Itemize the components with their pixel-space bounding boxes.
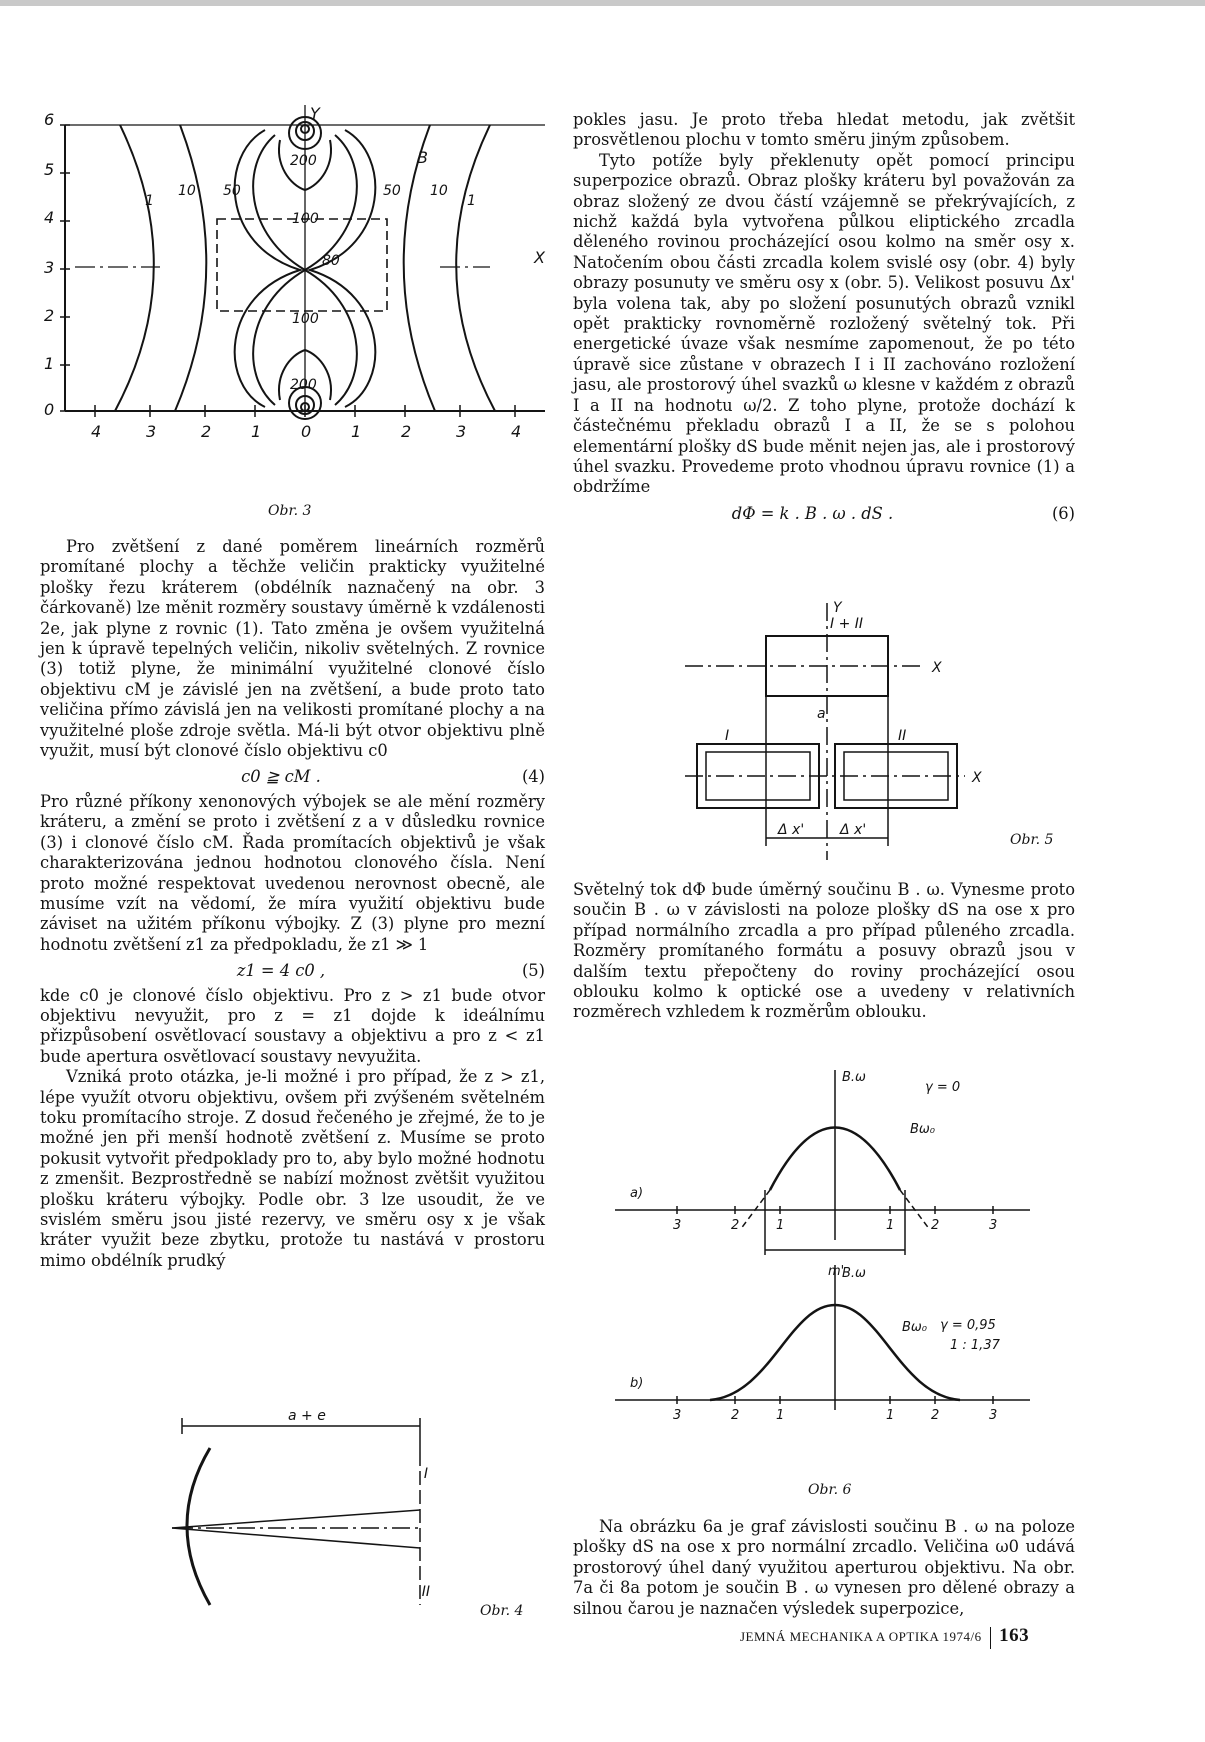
fig3-y-axis-label: Y: [310, 104, 320, 123]
fig3-y-tick-5: 5: [44, 160, 55, 179]
equation-6-expression: dΦ = k . B . ω . dS .: [731, 503, 894, 523]
equation-5-expression: z1 = 4 c0 ,: [236, 961, 326, 981]
fig3-label-100-top: 100: [292, 211, 319, 227]
fig6a-x-tick: 2: [731, 1218, 740, 1233]
fig4-ray-bottom: [172, 1528, 420, 1548]
fig3-x-tick: 0: [301, 422, 312, 441]
left-column: [40, 537, 545, 1271]
fig6b-x-tick: 3: [989, 1408, 998, 1423]
figure-4: [170, 1400, 430, 1620]
fig3-label-200-top: 200: [290, 153, 317, 169]
fig6b-tag: b): [630, 1376, 644, 1391]
fig3-y-tick-3: 3: [44, 258, 55, 277]
fig3-x-axis-label: X: [534, 248, 545, 267]
equation-6: [573, 504, 1075, 524]
fig4-label-II: II: [421, 1584, 430, 1600]
fig6b-ratio: 1 : 1,37: [950, 1338, 1000, 1353]
fig6a-bw0: Bω₀: [910, 1122, 936, 1137]
fig3-contour-10-right: [404, 125, 435, 411]
fig6a-tag: a): [630, 1186, 644, 1201]
equation-4-expression: c0 ≧ cM .: [241, 767, 321, 787]
fig6a-x-tick: 1: [886, 1218, 895, 1233]
fig4-caption: Obr. 4: [480, 1603, 524, 1619]
fig3-contour-1-left: [115, 125, 154, 411]
right-column-bottom: [573, 1517, 1075, 1619]
left-paragraph-2: Pro různé příkony xenonových výbojek se ale mění rozměry kráteru, a změní se proto i zvětšení z a v důsledku rovnice (3) i clonové číslo cM. Řada promítacích objektivů je však charakterizována jednou hodnotou clonového čísla. Není proto možné respektovat uvedenou nerovnost obecně, ale musíme vzít na vědomí, že míra využití objektivu bude záviset na užitém příkonu výbojky. Z (3) plyne pro mezní hodnotu zvětšení z1 za předpokladu, že z1 ≫ 1: [40, 791, 545, 954]
fig3-x-tick: 2: [201, 422, 212, 441]
fig3-y-tick-6: 6: [44, 110, 55, 129]
fig5-x-label-top: X: [932, 660, 942, 676]
fig6a-x-tick: 1: [776, 1218, 785, 1233]
fig3-y-tick-1: 1: [44, 354, 55, 373]
right-column: [573, 110, 1075, 528]
fig6b-y-label: B.ω: [842, 1266, 866, 1281]
fig3-y-tick-0: 0: [44, 400, 55, 419]
equation-4-number: (4): [521, 767, 545, 787]
fig5-label-II: II: [898, 728, 907, 744]
fig3-x-tick: 1: [251, 422, 262, 441]
page-number: 163: [999, 1625, 1030, 1646]
fig6a-y-label: B.ω: [842, 1070, 866, 1085]
fig5-a-label: a: [817, 706, 826, 722]
fig6-caption: Obr. 6: [808, 1482, 852, 1498]
left-paragraph-4: Vzniká proto otázka, je-li možné i pro případ, že z > z1, lépe využít otvoru objektivu, ovšem při zvýšeném světelném toku promítacího stroje. Z dosud řečeného je zřejmé, že to je možné jen při menší hodnotě zvětšení z. Musíme se proto pokusit vytvořit předpoklady pro to, aby bylo možné hodnotu z zmenšit. Bezprostředně se nabízí možnost zvětšit využitou plošku kráteru výbojky. Podle obr. 3 lze usoudit, že ve svislém směru jsou jisté rezervy, ve směru osy x je však kráter využit beze zbytku, protože tu nastává v prostoru mimo obdélník prudký: [40, 1067, 545, 1270]
fig5-top-label: I + II: [830, 616, 864, 632]
fig6a-x-tick: 3: [673, 1218, 682, 1233]
fig3-y-tick-4: 4: [44, 208, 55, 227]
fig4-dim-label: a + e: [288, 1408, 326, 1424]
fig6b-x-tick: 2: [731, 1408, 740, 1423]
fig4-label-I: I: [423, 1466, 428, 1482]
fig6a-gamma: γ = 0: [925, 1080, 961, 1095]
fig3-x-tick: 2: [401, 422, 412, 441]
footer-separator: [990, 1627, 992, 1649]
fig5-x-label-bottom: X: [972, 770, 982, 786]
figure-6: [610, 1065, 1040, 1465]
figure-3: [40, 95, 560, 495]
fig5-dx-left-label: Δ x': [778, 822, 805, 838]
journal-name: JEMNÁ MECHANIKA A OPTIKA 1974/6: [740, 1629, 982, 1644]
fig4-ray-top: [172, 1510, 420, 1528]
equation-4: [40, 767, 545, 787]
fig3-label-10-right: 10: [430, 183, 448, 199]
fig3-label-50-right: 50: [383, 183, 401, 199]
fig6a-x-tick: 3: [989, 1218, 998, 1233]
fig3-contour-50-left: [235, 130, 300, 407]
fig3-y-tick-2: 2: [44, 306, 55, 325]
equation-6-number: (6): [1051, 503, 1075, 523]
fig5-y-label: Y: [833, 600, 842, 616]
fig3-label-100-bottom: 100: [292, 311, 319, 327]
equation-5: [40, 961, 545, 981]
fig3-caption: Obr. 3: [268, 503, 312, 519]
figure-5: [680, 598, 1000, 863]
fig3-label-1-right: 1: [467, 193, 476, 209]
fig3-b-label: B: [417, 148, 428, 167]
equation-5-number: (5): [521, 961, 545, 981]
fig6b-x-tick: 2: [931, 1408, 940, 1423]
right-paragraph-4: Na obrázku 6a je graf závislosti součinu B . ω na poloze plošky dS na ose x pro normální zrcadlo. Veličina ω0 udává prostorový úhel daný využitou aperturou objektivu. Na obr. 7a či 8a potom je součin B . ω vynesen pro dělené obrazy a silnou čarou je naznačen výsledek superpozice,: [573, 1517, 1075, 1618]
fig3-contour-50-right: [310, 130, 375, 407]
fig3-label-200-bottom: 200: [290, 377, 317, 393]
fig6a-x-tick: 2: [931, 1218, 940, 1233]
fig6b-x-tick: 3: [673, 1408, 682, 1423]
right-paragraph-3: Světelný tok dΦ bude úměrný součinu B . ω. Vynesme proto součin B . ω v závislosti na poloze plošky dS na ose x pro případ normálního zrcadla a pro případ půleného zrcadla. Rozměry promítaného formátu a posuvy obrazů jsou v dalším textu přepočteny do roviny procházející osou oblouku kolmo k optické ose a uvedeny v relativních rozměrech vzhledem k rozměrům oblouku.: [573, 880, 1075, 1022]
right-column-lower: [573, 880, 1075, 1023]
fig3-label-1-left: 1: [145, 193, 154, 209]
fig3-x-tick: 4: [91, 422, 102, 441]
fig3-x-tick: 3: [146, 422, 157, 441]
fig3-contour-1-right: [456, 125, 495, 411]
fig6a-m-label: m': [828, 1264, 845, 1279]
fig3-contour-10-left: [175, 125, 206, 411]
fig6b-x-tick: 1: [776, 1408, 785, 1423]
left-paragraph-3: kde c0 je clonové číslo objektivu. Pro z > z1 bude otvor objektivu nevyužit, pro z = z1 dojde k ideálnímu přizpůsobení osvětlovací soustavy a objektivu a pro z < z1 bude apertura osvětlovací soustavy nevyužita.: [40, 985, 545, 1066]
right-paragraph-1: pokles jasu. Je proto třeba hledat metodu, jak zvětšit prosvětlenou plochu v tomto směru jiným způsobem.: [573, 110, 1075, 150]
left-paragraph-1: Pro zvětšení z dané poměrem lineárních rozměrů promítané plochy a těchže veličin prakticky využitelné plošky řezu kráterem (obdélník naznačený na obr. 3 čárkovaně) lze měnit rozměry soustavy úměrně k vzdálenosti 2e, jak plyne z rovnic (1). Tato změna je ovšem využitelná jen k úpravě tepelných veličin, nikoliv světelných. Z rovnice (3) totiž plyne, že minimální využitelné clonové číslo objektivu cM je závislé jen na zvětšení, a bude proto tato veličina přímo závislá jen na velikosti promítané plochy a na využitelné ploše zdroje světla. Má-li být otvor objektivu plně využit, musí být clonové číslo objektivu c0: [40, 537, 545, 761]
fig3-x-tick: 3: [456, 422, 467, 441]
fig3-label-10-left: 10: [178, 183, 196, 199]
fig3-label-50-left: 50: [223, 183, 241, 199]
page-footer: [740, 1625, 1029, 1649]
scan-edge-band: [0, 0, 1205, 6]
fig3-x-tick: 4: [511, 422, 522, 441]
right-paragraph-2: Tyto potíže byly překlenuty opět pomocí principu superpozice obrazů. Obraz plošky kráteru byl považován za obraz složený ze dvou částí vzájemně se překrývajících, z nichž každá byla vytvořena půlkou eliptického zrcadla děleného rovinou procházející osou kolmo na směr osy x. Natočením obou části zrcadla kolem svislé osy (obr. 4) byly obrazy posunuty ve směru osy x (obr. 5). Velikost posuvu Δx' byla volena tak, aby po složení posunutých obrazů vznikl opět prakticky rovnoměrně rozložený světelný tok. Při energetické úvaze však nesmíme zapomenout, že po této úpravě sice zůstane v obrazech I i II zachováno rozložení jasu, ale prostorový úhel svazků ω klesne v každém z obrazů I a II na hodnotu ω/2. Z toho plyne, protože dochází k částečnému překladu obrazů I a II, že se s polohou elementární plošky dS bude měnit nejen jas, ale i prostorový úhel svazku. Provedeme proto vhodnou úpravu rovnice (1) a obdržíme: [573, 150, 1075, 497]
fig3-label-80: 80: [322, 253, 340, 269]
fig6b-gamma: γ = 0,95: [940, 1318, 996, 1333]
fig3-x-tick: 1: [351, 422, 362, 441]
fig5-dx-right-label: Δ x': [840, 822, 867, 838]
fig6b-bw0: Bω₀: [902, 1320, 928, 1335]
fig5-caption: Obr. 5: [1010, 832, 1054, 848]
fig5-label-I: I: [725, 728, 730, 744]
fig6b-x-tick: 1: [886, 1408, 895, 1423]
